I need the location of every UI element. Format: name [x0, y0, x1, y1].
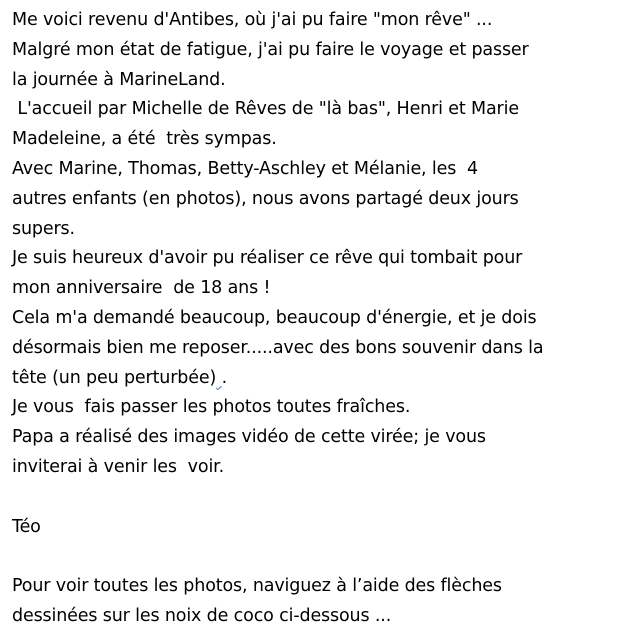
- text-line: Papa a réalisé des images vidéo de cette virée; je vous: [12, 427, 486, 448]
- text-line: Avec Marine, Thomas, Betty-Aschley et Mélanie, les 4: [12, 158, 478, 179]
- text-line: tête (un peu perturbée) .: [12, 367, 228, 388]
- text-line: Cela m'a demandé beaucoup, beaucoup d'énergie, et je dois: [12, 307, 537, 328]
- text-line: Je suis heureux d'avoir pu réaliser ce rêve qui tombait pour: [12, 248, 523, 269]
- spellcheck-squiggle: [216, 368, 221, 388]
- text-line: Madeleine, a été très sympas.: [12, 129, 277, 150]
- text-line: désormais bien me reposer.....avec des bons souvenir dans la: [12, 337, 544, 358]
- text-line: mon anniversaire de 18 ans !: [12, 278, 271, 299]
- text-line: autres enfants (en photos), nous avons partagé deux jours: [12, 188, 519, 209]
- text-line: supers.: [12, 218, 75, 239]
- blank-line: [12, 483, 612, 513]
- text-line: inviterai à venir les voir.: [12, 456, 225, 477]
- text-line: L'accueil par Michelle de Rêves de "là bas", Henri et Marie: [12, 99, 519, 120]
- text-line: Pour voir toutes les photos, naviguez à l’aide des flèches: [12, 576, 502, 597]
- text-line: Malgré mon état de fatigue, j'ai pu faire le voyage et passer: [12, 39, 529, 60]
- text-line: Je vous fais passer les photos toutes fraîches.: [12, 397, 411, 418]
- text-line: Me voici revenu d'Antibes, où j'ai pu faire "mon rêve" ...: [12, 10, 493, 30]
- message-text-body: [12, 6, 612, 632]
- text-line: dessinées sur les noix de coco ci-dessous ...: [12, 605, 392, 626]
- signature-line: Téo: [12, 516, 41, 537]
- blank-line: [12, 542, 612, 572]
- text-line: la journée à MarineLand.: [12, 69, 226, 90]
